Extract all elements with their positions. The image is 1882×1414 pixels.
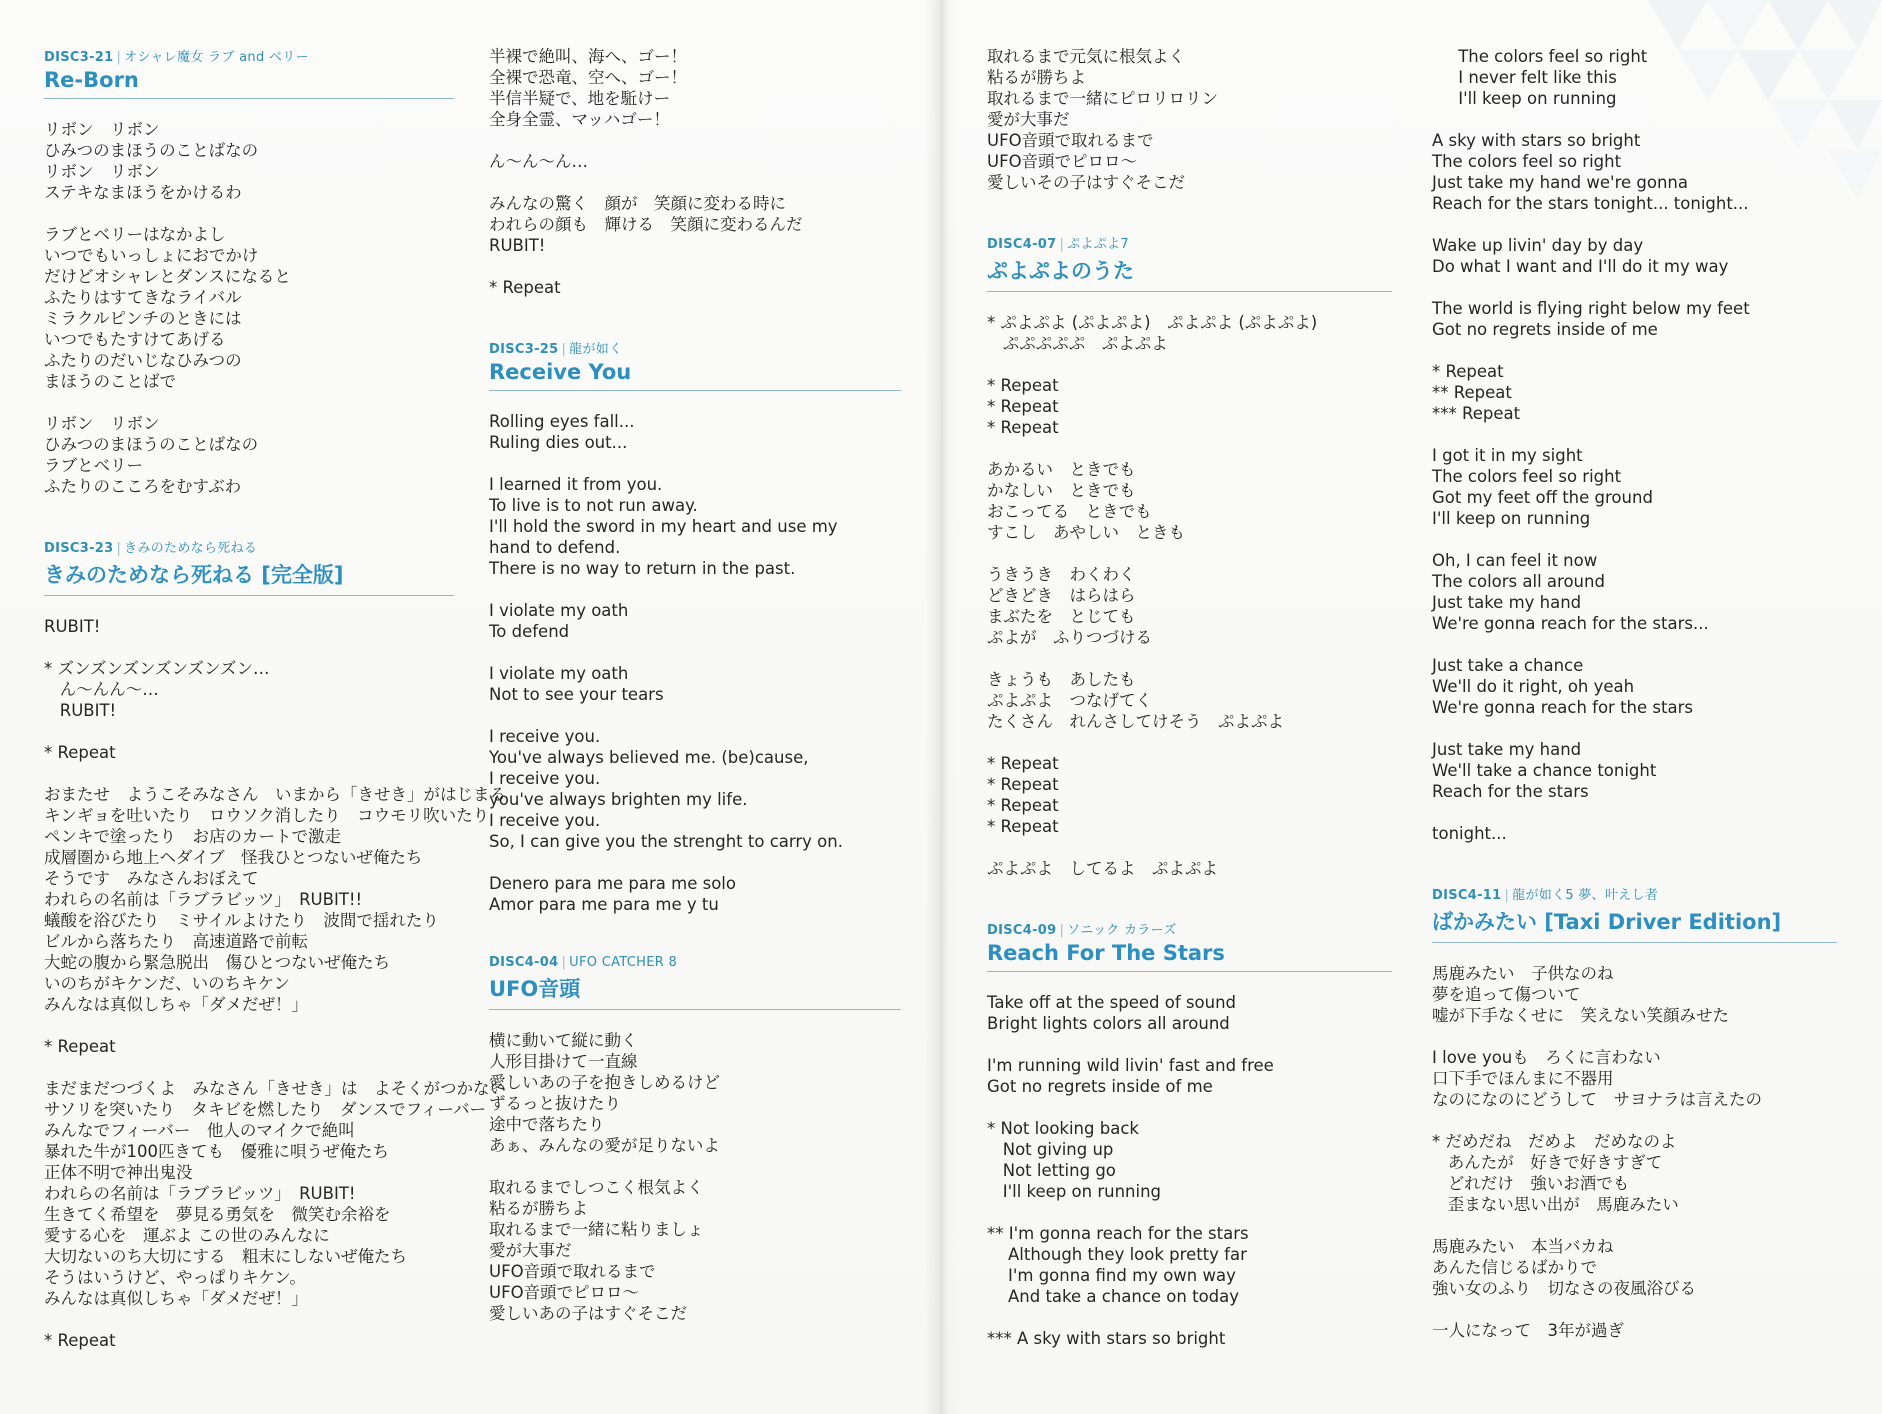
lyric-line: かなしい ときでも (987, 481, 1136, 500)
lyric-line (1432, 802, 1837, 823)
lyric-line: おこってる ときでも (987, 502, 1152, 521)
lyric-line: * Repeat (987, 796, 1059, 815)
lyric-line: Got no regrets inside of me (987, 1077, 1213, 1096)
lyric-line: We'll take a chance tonight (1432, 761, 1657, 780)
lyric-line (987, 837, 1392, 858)
lyric-line (489, 852, 901, 873)
lyric-line: The world is flying right below my feet (1432, 299, 1750, 318)
lyric-line: ぷぷぷぷぷ ぷよぷよ (987, 334, 1168, 353)
lyric-line: われらの顔も 輝ける 笑顔に変わるんだ (489, 215, 803, 234)
lyric-line: You've always believed me. (be)cause, (489, 748, 809, 767)
lyric-line: * Repeat (987, 754, 1059, 773)
lyric-line (987, 354, 1392, 375)
lyric-line: 愛が大事だ (489, 1241, 572, 1260)
lyrics-block (489, 411, 901, 915)
lyric-line: 口下手でほんまに不器用 (1432, 1069, 1614, 1088)
lyric-line: ん〜んん〜… (44, 680, 159, 699)
lyric-line: * Repeat (1432, 362, 1504, 381)
lyric-line: I'll keep on running (987, 1182, 1162, 1201)
song-title: Re-Born (44, 68, 454, 99)
lyric-line (1432, 1110, 1837, 1131)
lyrics-block (489, 46, 901, 298)
lyric-line: * だめだね だめよ だめなのよ (1432, 1132, 1677, 1151)
game-title: UFO CATCHER 8 (569, 955, 678, 970)
lyric-line: Amor para me para me y tu (489, 895, 719, 914)
lyrics-block (44, 616, 506, 1351)
lyric-line: みんなは真似しちゃ「ダメだぜ！」 (44, 1289, 308, 1308)
separator: | (116, 50, 122, 65)
separator: | (1059, 923, 1065, 938)
lyric-line: UFO音頭でピロロ〜 (987, 152, 1138, 171)
lyric-line: そうです みなさんおぼえて (44, 869, 259, 888)
disc-line (489, 338, 901, 357)
disc-code: DISC4-07 (987, 237, 1057, 252)
lyric-line: 馬鹿みたい 子供なのね (1432, 964, 1614, 983)
disc-line (1432, 884, 1837, 903)
lyric-line: すこし あやしい ときも (987, 523, 1185, 542)
lyric-line: I receive you. (489, 727, 601, 746)
lyric-line: われらの名前は「ラブラビッツ」 RUBIT! (44, 1184, 356, 1203)
lyric-line: なのになのにどうして サヨナラは言えたの (1432, 1090, 1762, 1109)
lyric-line: ふたりのだいじなひみつの (44, 351, 242, 370)
lyric-line (44, 1015, 454, 1036)
game-title: オシャレ魔女 ラブ and ベリー (124, 50, 309, 65)
lyric-line: UFO音頭でピロロ〜 (489, 1283, 640, 1302)
lyric-line (489, 172, 901, 193)
song-header (44, 46, 454, 99)
lyric-line: 歪まない思い出が 馬鹿みたい (1432, 1195, 1679, 1214)
lyric-line: 全裸で恐竜、空へ、ゴー！ (489, 68, 687, 87)
lyric-line (1432, 424, 1837, 445)
lyric-line: The colors feel so right (1432, 152, 1622, 171)
lyric-line: So, I can give you the strenght to carry on. (489, 832, 843, 851)
lyric-line: I'll hold the sword in my heart and use my (489, 517, 838, 536)
lyric-line (987, 732, 1392, 753)
game-title: ぷよぷよ7 (1067, 237, 1129, 252)
lyric-line: いつでもいっしょにおでかけ (44, 246, 259, 265)
lyric-line: リボン リボン (44, 120, 160, 139)
lyric-line: みんなは真似しちゃ「ダメだぜ！」 (44, 995, 308, 1014)
separator: | (561, 342, 567, 357)
lyric-line: いつでもたすけてあげる (44, 330, 226, 349)
lyric-line: Got my feet off the ground (1432, 488, 1653, 507)
lyric-line: * Not looking back (987, 1119, 1139, 1138)
lyric-line: We'll do it right, oh yeah (1432, 677, 1635, 696)
lyric-line: 大切ないのち大切にする 粗末にしないぜ俺たち (44, 1247, 407, 1266)
lyric-line: UFO音頭で取れるまで (987, 131, 1154, 150)
lyric-line: hand to defend. (489, 538, 621, 557)
lyric-line: I receive you. (489, 811, 601, 830)
lyric-line: 取れるまで一緒にピロリロリン (987, 89, 1218, 108)
lyric-line: RUBIT! (489, 236, 546, 255)
lyric-line: Reach for the stars (1432, 782, 1589, 801)
lyrics-block (1432, 46, 1837, 844)
lyric-line: RUBIT! (44, 701, 117, 720)
lyric-line: 愛しいあの子はすぐそこだ (489, 1304, 687, 1323)
lyric-line: Bright lights colors all around (987, 1014, 1230, 1033)
lyrics-block (489, 1030, 901, 1324)
lyric-line (987, 543, 1392, 564)
lyric-line (489, 579, 901, 600)
lyric-line: キンギョを吐いたり ロウソク消したり コウモリ吹いたり (44, 806, 490, 825)
lyric-line: 粘るが勝ちよ (489, 1199, 588, 1218)
lyric-line (1432, 1026, 1837, 1047)
lyric-line: ふたりはすてきなライバル (44, 288, 242, 307)
lyric-line: ひみつのまほうのことばなの (44, 435, 259, 454)
lyric-line: UFO音頭で取れるまで (489, 1262, 656, 1281)
lyric-line: 途中で落ちたり (489, 1115, 605, 1134)
song-header (987, 919, 1392, 972)
lyric-line: The colors all around (1432, 572, 1605, 591)
lyric-line: ステキなまほうをかけるわ (44, 183, 242, 202)
separator: | (116, 541, 122, 556)
lyric-line: うきうき わくわく (987, 565, 1136, 584)
lyric-line: Got no regrets inside of me (1432, 320, 1658, 339)
song-title: Receive You (489, 360, 901, 391)
song-section (987, 233, 1392, 879)
lyric-line: ラブとベリーはなかよし (44, 225, 226, 244)
lyric-line (1432, 214, 1837, 235)
song-title: Reach For The Stars (987, 941, 1392, 972)
lyric-line: 人形目掛けて一直線 (489, 1052, 638, 1071)
lyric-line: たくさん れんさしてけそう ぷよぷよ (987, 712, 1284, 731)
disc-code: DISC4-11 (1432, 888, 1502, 903)
game-title: 龍が如く5 夢、叶えし者 (1512, 888, 1659, 903)
disc-line (987, 919, 1392, 938)
lyric-line (1432, 529, 1837, 550)
lyric-line: 強い女のふり 切なさの夜風浴びる (1432, 1279, 1696, 1298)
song-header (44, 537, 454, 596)
lyric-line: ん〜ん〜ん… (489, 152, 588, 171)
lyric-line: 馬鹿みたい 本当バカね (1432, 1237, 1614, 1256)
lyric-line: Just take my hand (1432, 593, 1582, 612)
lyric-line: * ズンズンズンズンズンズン… (44, 659, 270, 678)
lyric-line (44, 1057, 454, 1078)
lyric-line: 暴れた牛が100匹きても 優雅に唄うぜ俺たち (44, 1142, 389, 1161)
disc-line (987, 233, 1392, 252)
lyric-line: I receive you. (489, 769, 601, 788)
lyric-line: まだまだつづくよ みなさん「きせき」は よそくがつかない (44, 1079, 506, 1098)
song-header (1432, 884, 1837, 943)
lyric-line (489, 256, 901, 277)
lyric-line (987, 1307, 1392, 1328)
lyrics-block (987, 312, 1392, 879)
lyric-line: The colors feel so right (1432, 47, 1648, 66)
lyric-line: I learned it from you. (489, 475, 663, 494)
lyric-line (44, 203, 454, 224)
lyric-line: Not giving up (987, 1140, 1114, 1159)
lyric-line: 生きてく希望を 夢見る勇気を 微笑む余裕を (44, 1205, 391, 1224)
lyric-line: ** I'm gonna reach for the stars (987, 1224, 1249, 1243)
lyric-line (987, 648, 1392, 669)
lyric-line: I violate my oath (489, 601, 629, 620)
lyric-line: Denero para me para me solo (489, 874, 736, 893)
lyric-line: *** A sky with stars so bright (987, 1329, 1226, 1348)
lyric-line: Although they look pretty far (987, 1245, 1247, 1264)
lyric-line: あんた信じるばかりで (1432, 1258, 1597, 1277)
lyric-line: There is no way to return in the past. (489, 559, 796, 578)
lyric-line: ぷよぷよ してるよ ぷよぷよ (987, 859, 1218, 878)
separator: | (1059, 237, 1065, 252)
lyric-line: ** Repeat (1432, 383, 1512, 402)
lyric-line: The colors feel so right (1432, 467, 1622, 486)
lyric-line (44, 1309, 454, 1330)
lyric-line: われらの名前は「ラブラビッツ」 RUBIT!! (44, 890, 363, 909)
song-section (1432, 46, 1837, 844)
lyric-line: そうはいうけど、やっぱりキケン。 (44, 1268, 306, 1287)
lyric-line (1432, 1299, 1837, 1320)
game-title: ソニック カラーズ (1067, 923, 1177, 938)
lyric-line: ミラクルピンチのときには (44, 309, 242, 328)
lyric-line: 夢を追って傷ついて (1432, 985, 1581, 1004)
lyric-line: We're gonna reach for the stars... (1432, 614, 1709, 633)
disc-code: DISC3-25 (489, 342, 559, 357)
lyric-line: きょうも あしたも (987, 670, 1136, 689)
lyric-line: I violate my oath (489, 664, 629, 683)
song-section (1432, 884, 1837, 1341)
lyric-line (1432, 718, 1837, 739)
lyric-line: * Repeat (44, 1331, 116, 1350)
game-title: 龍が如く (569, 342, 623, 357)
lyric-line: Oh, I can feel it now (1432, 551, 1598, 570)
lyric-line (489, 705, 901, 726)
lyric-line: 正体不明で神出鬼没 (44, 1163, 193, 1182)
lyric-line: 取れるまで一緒に粘りましょ (489, 1220, 704, 1239)
lyrics-block (1432, 963, 1837, 1341)
lyric-line: Just take a chance (1432, 656, 1584, 675)
lyric-line: * Repeat (987, 397, 1059, 416)
lyric-line: まほうのことばで (44, 372, 176, 391)
lyric-line: ずるっと抜けたり (489, 1094, 621, 1113)
lyric-line: I'm running wild livin' fast and free (987, 1056, 1274, 1075)
lyric-line (44, 721, 454, 742)
lyric-line (1432, 277, 1837, 298)
lyric-line: 横に動いて縦に動く (489, 1031, 638, 1050)
page-gutter (925, 0, 960, 1414)
column-4 (1432, 46, 1837, 1341)
lyric-line: ペンキで塗ったり お店のカートで激走 (44, 827, 341, 846)
disc-line (489, 955, 901, 970)
lyric-line: 愛しいあの子を抱きしめるけど (489, 1073, 720, 1092)
lyric-line: Not letting go (987, 1161, 1116, 1180)
lyric-line: Wake up livin' day by day (1432, 236, 1644, 255)
lyric-line: * Repeat (987, 817, 1059, 836)
disc-code: DISC4-09 (987, 923, 1057, 938)
lyric-line: I love youも ろくに言わない (1432, 1048, 1661, 1067)
lyric-line: * Repeat (987, 418, 1059, 437)
lyric-line: * Repeat (987, 775, 1059, 794)
song-section (44, 46, 454, 497)
lyric-line: you've always brighten my life. (489, 790, 748, 809)
lyric-line (44, 392, 454, 413)
lyric-line: Just take my hand we're gonna (1432, 173, 1688, 192)
lyric-line: ラブとベリー (44, 456, 143, 475)
lyric-line: Take off at the speed of sound (987, 993, 1236, 1012)
lyric-line (1432, 1215, 1837, 1236)
lyric-line: Rolling eyes fall... (489, 412, 635, 431)
lyric-line: 取れるまで元気に根気よく (987, 47, 1185, 66)
lyric-line: あかるい ときでも (987, 460, 1136, 479)
lyric-line: あぁ、みんなの愛が足りないよ (489, 1136, 720, 1155)
disc-code: DISC4-04 (489, 955, 559, 970)
lyric-line: 愛が大事だ (987, 110, 1070, 129)
lyric-line: RUBIT! (44, 617, 101, 636)
lyric-line: リボン リボン (44, 162, 160, 181)
lyric-line (489, 642, 901, 663)
lyric-line: ぷよが ふりつづける (987, 628, 1152, 647)
lyric-line: 成層圏から地上ヘダイブ 怪我ひとつないぜ俺たち (44, 848, 423, 867)
lyric-line: I never felt like this (1432, 68, 1617, 87)
column-1 (44, 46, 506, 1351)
lyrics-block (987, 46, 1392, 193)
lyric-line: 一人になって 3年が過ぎ (1432, 1321, 1624, 1340)
lyric-line: Reach for the stars tonight... tonight... (1432, 194, 1749, 213)
lyric-line: * Repeat (489, 278, 561, 297)
lyric-line: Not to see your tears (489, 685, 664, 704)
lyric-line: A sky with stars so bright (1432, 131, 1641, 150)
lyric-line: I got it in my sight (1432, 446, 1583, 465)
lyric-line (987, 1097, 1392, 1118)
lyric-line (489, 453, 901, 474)
separator: | (1504, 888, 1510, 903)
song-header (987, 233, 1392, 292)
lyric-line (987, 1034, 1392, 1055)
lyric-line: だけどオシャレとダンスになると (44, 267, 291, 286)
lyric-line (44, 637, 454, 658)
separator: | (561, 955, 567, 970)
song-section (489, 46, 901, 298)
lyric-line: ぷよぷよ つなげてく (987, 691, 1152, 710)
lyric-line: 全身全霊、マッハゴー！ (489, 110, 670, 129)
lyric-line (44, 763, 454, 784)
lyric-line: どれだけ 強いお酒でも (1432, 1174, 1630, 1193)
lyric-line: ビルから落ちたり 高速道路で前転 (44, 932, 308, 951)
lyric-line: いのちがキケンだ、いのちキケン (44, 974, 290, 993)
lyric-line: みんなの驚く 顔が 笑顔に変わる時に (489, 194, 786, 213)
lyric-line: 嘘が下手なくせに 笑えない笑顔みせた (1432, 1006, 1729, 1025)
lyric-line: I'll keep on running (1432, 509, 1591, 528)
lyric-line: * Repeat (44, 1037, 116, 1056)
lyric-line (489, 130, 901, 151)
lyric-line: Just take my hand (1432, 740, 1582, 759)
lyric-line: あんたが 好きで好きすぎて (1432, 1153, 1663, 1172)
song-title: きみのためなら死ねる [完全版] (44, 559, 454, 596)
lyric-line: みんなでフィーバー 他人のマイクで絶叫 (44, 1121, 355, 1140)
lyric-line: サソリを突いたり タキビを燃したり ダンスでフィーバー (44, 1100, 487, 1119)
lyrics-block (987, 992, 1392, 1349)
song-title: UFO音頭 (489, 973, 901, 1010)
disc-line (44, 46, 454, 65)
lyric-line: 粘るが勝ちよ (987, 68, 1086, 87)
lyric-line: * ぷよぷよ (ぷよぷよ) ぷよぷよ (ぷよぷよ) (987, 313, 1318, 332)
column-2 (489, 46, 901, 1324)
lyric-line: * Repeat (44, 743, 116, 762)
lyric-line: I'm gonna find my own way (987, 1266, 1236, 1285)
lyric-line: 取れるまでしつこく根気よく (489, 1178, 704, 1197)
lyric-line (987, 1202, 1392, 1223)
lyric-line: 半裸で絶叫、海へ、ゴー！ (489, 47, 687, 66)
lyric-line: ひみつのまほうのことばなの (44, 141, 259, 160)
lyric-line: tonight... (1432, 824, 1507, 843)
lyric-line: 半信半疑で、地を駈けー (489, 89, 671, 108)
lyric-line (1432, 634, 1837, 655)
lyric-line: 愛しいその子はすぐそこだ (987, 173, 1185, 192)
disc-code: DISC3-23 (44, 541, 114, 556)
song-section (44, 537, 506, 1351)
lyric-line: まぶたを とじても (987, 607, 1136, 626)
lyric-line: リボン リボン (44, 414, 160, 433)
lyric-line (1432, 109, 1837, 130)
song-section (489, 338, 901, 915)
song-title: ぷよぷよのうた (987, 255, 1392, 292)
lyrics-block (44, 119, 454, 497)
lyric-line: 愛する心を 運ぶよ この世のみんなに (44, 1226, 330, 1245)
song-header (489, 338, 901, 391)
lyric-line (489, 1156, 901, 1177)
column-3 (987, 46, 1392, 1349)
lyric-line: * Repeat (987, 376, 1059, 395)
song-title: ばかみたい [Taxi Driver Edition] (1432, 906, 1837, 943)
song-section (489, 955, 901, 1324)
lyric-line: *** Repeat (1432, 404, 1521, 423)
disc-line (44, 537, 454, 556)
song-header (489, 955, 901, 1010)
lyric-line: I'll keep on running (1432, 89, 1617, 108)
lyric-line: We're gonna reach for the stars (1432, 698, 1693, 717)
lyric-line: 大蛇の腹から緊急脱出 傷ひとつないぜ俺たち (44, 953, 391, 972)
lyric-line (1432, 340, 1837, 361)
song-section (987, 46, 1392, 193)
lyric-line: おまたせ ようこそみなさん いまから「きせき」がはじまる (44, 785, 506, 804)
lyric-line: And take a chance on today (987, 1287, 1240, 1306)
lyric-line: ふたりのこころをむすぶわ (44, 477, 242, 496)
lyric-line (987, 438, 1392, 459)
song-section (987, 919, 1392, 1349)
lyric-line: Ruling dies out... (489, 433, 628, 452)
lyric-line: どきどき はらはら (987, 586, 1136, 605)
game-title: きみのためなら死ねる (124, 541, 258, 556)
lyric-line: Do what I want and I'll do it my way (1432, 257, 1729, 276)
lyric-line: To live is to not run away. (489, 496, 698, 515)
lyric-line: 蟻酸を浴びたり ミサイルよけたり 波間で揺れたり (44, 911, 439, 930)
disc-code: DISC3-21 (44, 50, 114, 65)
lyric-line: To defend (489, 622, 570, 641)
